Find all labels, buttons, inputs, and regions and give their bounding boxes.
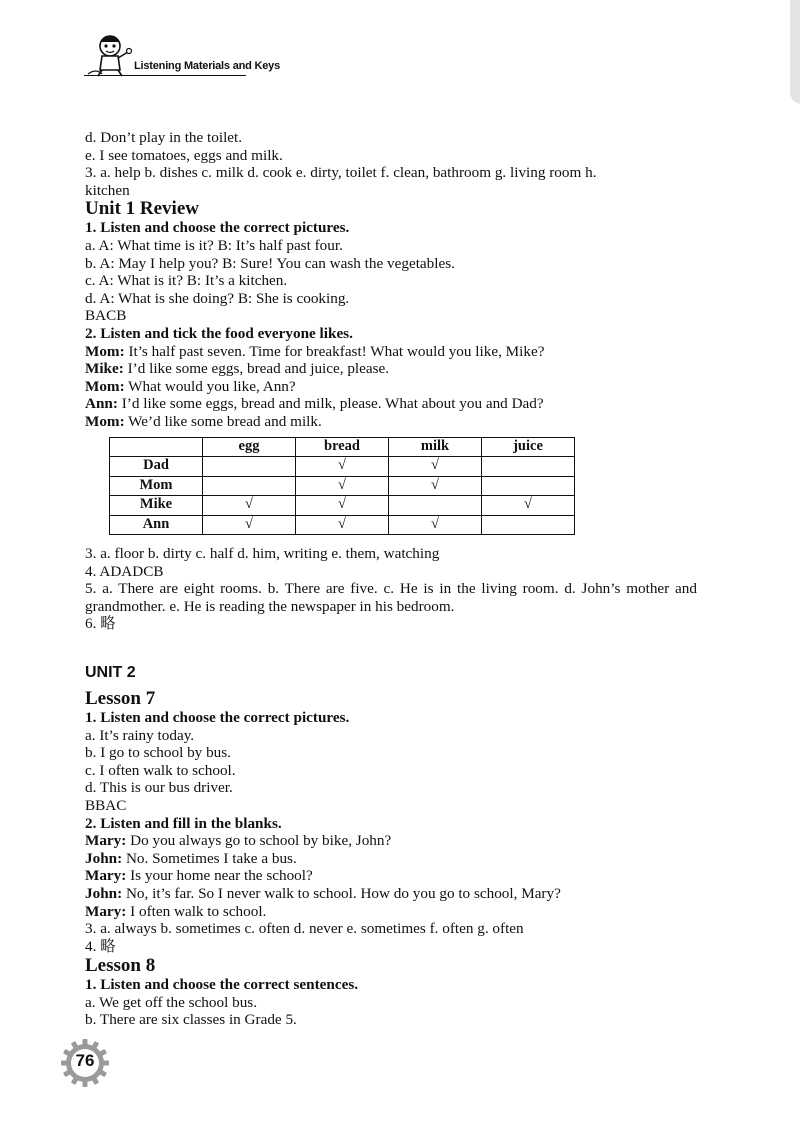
- food-preference-table: [109, 437, 575, 536]
- page-header: [84, 30, 280, 80]
- dialogue-line: [85, 395, 697, 413]
- header-underline: [84, 75, 246, 76]
- page-number-badge: [60, 1038, 110, 1088]
- dialogue-line: [85, 360, 697, 378]
- speaker: Mary:: [85, 902, 127, 920]
- section-heading: Unit 1 Review: [85, 198, 199, 220]
- text-line: a. A: What time is it? B: It’s half past four.: [85, 236, 343, 254]
- exercise-title: 1. Listen and choose the correct pictures.: [85, 219, 350, 237]
- exercise-title: 1. Listen and choose the correct sentences.: [85, 976, 359, 994]
- speech: It’s half past seven. Time for breakfast! What would you like, Mike?: [124, 342, 545, 360]
- exercise-title: 1. Listen and choose the correct pictures.: [85, 708, 350, 726]
- exercise-answer: 6. 略: [85, 615, 116, 633]
- table-header-cell: egg: [203, 437, 296, 457]
- dialogue-line: [85, 832, 697, 850]
- table-row: [110, 496, 575, 516]
- speaker: Mary:: [85, 867, 127, 885]
- tick-cell: √: [482, 496, 575, 516]
- tick-cell: √: [296, 515, 389, 535]
- dialogue-line: [85, 413, 697, 431]
- exercise-answer: 3. a. help b. dishes c. milk d. cook e. dirty, toilet f. clean, bathroom g. living room h.: [85, 164, 597, 182]
- row-name: Dad: [110, 457, 203, 477]
- unit-heading: UNIT 2: [85, 663, 136, 681]
- row-name: Mom: [110, 476, 203, 496]
- page-number: 76: [75, 1051, 95, 1070]
- header-title: Listening Materials and Keys: [134, 60, 280, 72]
- speech: No. Sometimes I take a bus.: [122, 849, 297, 867]
- text-line: b. A: May I help you? B: Sure! You can wash the vegetables.: [85, 254, 455, 272]
- tick-cell: [389, 496, 482, 516]
- exercise-answer-continued: kitchen: [85, 181, 130, 199]
- text-line: e. I see tomatoes, eggs and milk.: [85, 146, 283, 164]
- tick-cell: √: [296, 476, 389, 496]
- speech: I often walk to school.: [126, 902, 267, 920]
- text-line: c. I often walk to school.: [85, 761, 236, 779]
- speaker: Mary:: [85, 832, 127, 850]
- tick-cell: √: [203, 496, 296, 516]
- exercise-answer: 4. ADADCB: [85, 562, 164, 580]
- tick-cell: √: [389, 515, 482, 535]
- text-line: a. It’s rainy today.: [85, 726, 195, 744]
- row-name: Mike: [110, 496, 203, 516]
- dialogue-line: [85, 903, 697, 921]
- text-line: d. A: What is she doing? B: She is cooking.: [85, 289, 350, 307]
- speech: I’d like some eggs, bread and milk, please. What about you and Dad?: [117, 395, 544, 413]
- text-line: d. Don’t play in the toilet.: [85, 129, 243, 146]
- exercise-answer: 4. 略: [85, 937, 116, 955]
- text-line: b. There are six classes in Grade 5.: [85, 1011, 297, 1029]
- page-edge-tab: [790, 0, 800, 104]
- table-header-cell: bread: [296, 437, 389, 457]
- lesson-heading: Lesson 8: [85, 955, 156, 977]
- dialogue-line: [85, 343, 697, 361]
- speaker: John:: [85, 849, 123, 867]
- exercise-answer: 3. a. floor b. dirty c. half d. him, writing e. them, watching: [85, 545, 440, 562]
- tick-cell: [203, 457, 296, 477]
- tick-cell: √: [296, 457, 389, 477]
- tick-cell: [482, 515, 575, 535]
- text-line: d. This is our bus driver.: [85, 779, 233, 797]
- speaker: Mom:: [85, 412, 125, 430]
- table-row: [110, 457, 575, 477]
- dialogue-line: [85, 867, 697, 885]
- answer-key: BBAC: [85, 796, 127, 814]
- exercise-answer: 5. a. There are eight rooms. b. There are five. c. He is in the living room. d. John’s mother and grandmother. e. He is reading the newspaper in his bedroom.: [85, 580, 697, 615]
- table-row: [110, 476, 575, 496]
- text-line: b. I go to school by bus.: [85, 744, 231, 762]
- tick-cell: √: [389, 476, 482, 496]
- table-header-cell: juice: [482, 437, 575, 457]
- speech: No, it’s far. So I never walk to school. How do you go to school, Mary?: [122, 884, 561, 902]
- speech: What would you like, Ann?: [124, 377, 296, 395]
- tick-cell: √: [296, 496, 389, 516]
- dialogue-line: [85, 850, 697, 868]
- table-row: [110, 515, 575, 535]
- text-line: c. A: What is it? B: It’s a kitchen.: [85, 272, 288, 290]
- table-header-row: [110, 437, 575, 457]
- speech: We’d like some bread and milk.: [124, 412, 322, 430]
- lesson-heading: Lesson 7: [85, 687, 156, 709]
- tick-cell: √: [389, 457, 482, 477]
- exercise-answer: 3. a. always b. sometimes c. often d. never e. sometimes f. often g. often: [85, 920, 524, 938]
- row-name: Ann: [110, 515, 203, 535]
- tick-cell: [482, 457, 575, 477]
- table-header-cell: [110, 437, 203, 457]
- dialogue-line: [85, 378, 697, 396]
- speech: Is your home near the school?: [126, 867, 313, 885]
- speech: Do you always go to school by bike, John?: [126, 832, 392, 850]
- speaker: Mom:: [85, 377, 125, 395]
- speaker: Mom:: [85, 342, 125, 360]
- exercise-title: 2. Listen and tick the food everyone likes.: [85, 324, 353, 342]
- page-content: [85, 129, 697, 1029]
- tick-cell: √: [203, 515, 296, 535]
- dialogue-line: [85, 885, 697, 903]
- tick-cell: [482, 476, 575, 496]
- text-line: a. We get off the school bus.: [85, 993, 257, 1011]
- cartoon-mascot-icon: [84, 30, 136, 78]
- answer-key: BACB: [85, 307, 127, 325]
- tick-cell: [203, 476, 296, 496]
- table-header-cell: milk: [389, 437, 482, 457]
- speaker: Ann:: [85, 395, 118, 413]
- speech: I’d like some eggs, bread and juice, please.: [123, 360, 390, 378]
- speaker: Mike:: [85, 360, 124, 378]
- exercise-title: 2. Listen and fill in the blanks.: [85, 814, 282, 832]
- speaker: John:: [85, 884, 123, 902]
